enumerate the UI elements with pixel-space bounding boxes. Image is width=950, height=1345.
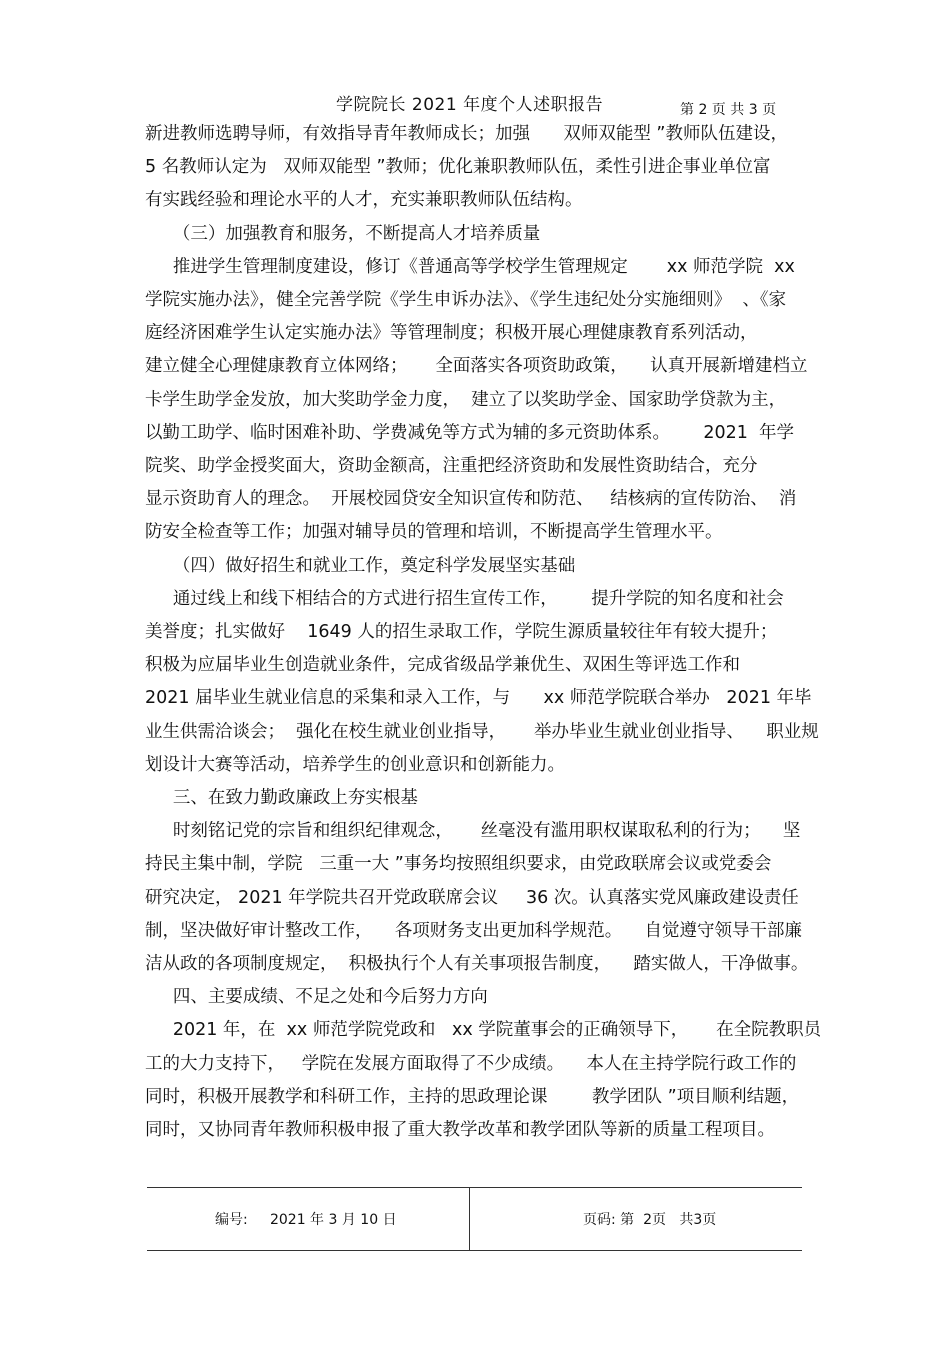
text-line: 业生供需洽谈会； 强化在校生就业创业指导， 举办毕业生就业创业指导、 职业规 — [145, 721, 819, 742]
text-line: 划设计大赛等活动，培养学生的创业意识和创新能力。 — [145, 754, 565, 775]
text-line: 新进教师选聘导师，有效指导青年教师成长；加强 双师双能型 ”教师队伍建设， — [145, 124, 789, 144]
text-line: 持民主集中制，学院 三重一大 ”事务均按照组织要求，由党政联席会议或党委会 — [145, 854, 772, 875]
text-line: 卡学生助学金发放，加大奖助学金力度， 建立了以奖助学金、国家助学贷款为主， — [145, 389, 787, 410]
page-counter: 第 2 页 共 3 页 — [680, 102, 777, 118]
text-line: 建立健全心理健康教育立体网络； 全面落实各项资助政策， 认真开展新增建档立 — [145, 356, 808, 377]
text-line: 通过线上和线下相结合的方式进行招生宣传工作， 提升学院的知名度和社会 — [145, 588, 784, 609]
text-line: （四）做好招生和就业工作，奠定科学发展坚实基础 — [145, 555, 576, 576]
footer-table — [147, 1187, 802, 1251]
text-line: 同时，积极开展教学和科研工作，主持的思政理论课 教学团队 ”项目顺利结题， — [145, 1086, 800, 1107]
footer-page-info: 页码: 第 2页 共3页 — [583, 1212, 717, 1228]
text-line: （三）加强教育和服务，不断提高人才培养质量 — [145, 223, 541, 244]
text-line: 四、主要成绩、不足之处和今后努力方向 — [145, 987, 488, 1008]
page-title: 学院院长 2021 年度个人述职报告 — [336, 95, 604, 115]
text-line: 推进学生管理制度建设，修订《普通高等学校学生管理规定 xx 师范学院 xx — [145, 256, 795, 277]
text-line: 工的大力支持下， 学院在发展方面取得了不少成绩。 本人在主持学院行政工作的 — [145, 1053, 797, 1074]
text-line: 同时，又协同青年教师积极申报了重大教学改革和教学团队等新的质量工程项目。 — [145, 1120, 775, 1140]
text-line: 研究决定， 2021 年学院共召开党政联席会议 36 次。认真落实党风廉政建设责任 — [145, 887, 799, 908]
text-line: 制，坚决做好审计整改工作， 各项财务支出更加科学规范。 自觉遵守领导干部廉 — [145, 920, 802, 941]
text-line: 防安全检查等工作；加强对辅导员的管理和培训，不断提高学生管理水平。 — [145, 522, 723, 543]
text-line: 2021 年，在 xx 师范学院党政和 xx 学院董事会的正确领导下， 在全院教职员 — [145, 1020, 822, 1041]
text-line: 学院实施办法》，健全完善学院《学生申诉办法》、《学生违纪处分实施细则》 、《家 — [145, 290, 787, 310]
text-line: 洁从政的各项制度规定， 积极执行个人有关事项报告制度， 踏实做人，干净做事。 — [145, 954, 809, 974]
text-line: 院奖、助学金授奖面大，资助金额高，注重把经济资助和发展性资助结合，充分 — [145, 456, 758, 476]
text-line: 美誉度；扎实做好 1649 人的招生录取工作，学院生源质量较往年有较大提升； — [145, 622, 778, 642]
text-line: 有实践经验和理论水平的人才，充实兼职教师队伍结构。 — [145, 190, 583, 211]
footer-divider — [469, 1188, 470, 1250]
text-line: 积极为应届毕业生创造就业条件，完成省级品学兼优生、双困生等评选工作和 — [145, 655, 740, 676]
text-line: 5 名教师认定为 双师双能型 ”教师；优化兼职教师队伍，柔性引进企事业单位富 — [145, 157, 771, 178]
text-line: 显示资助育人的理念。 开展校园贷安全知识宣传和防范、 结核病的宣传防治、 消 — [145, 489, 797, 510]
text-line: 庭经济困难学生认定实施办法》等管理制度；积极开展心理健康教育系列活动， — [145, 323, 758, 344]
text-line: 2021 届毕业生就业信息的采集和录入工作，与 xx 师范学院联合举办 2021 年毕 — [145, 688, 812, 709]
footer-number-date: 编号: 2021 年 3 月 10 日 — [215, 1212, 397, 1228]
text-line: 三、在致力勤政廉政上夯实根基 — [145, 788, 418, 808]
text-line: 时刻铭记党的宗旨和组织纪律观念， 丝毫没有滥用职权谋取私利的行为； 坚 — [145, 821, 801, 842]
text-line: 以勤工助学、临时困难补助、学费减免等方式为辅的多元资助体系。 2021 年学 — [145, 422, 795, 443]
